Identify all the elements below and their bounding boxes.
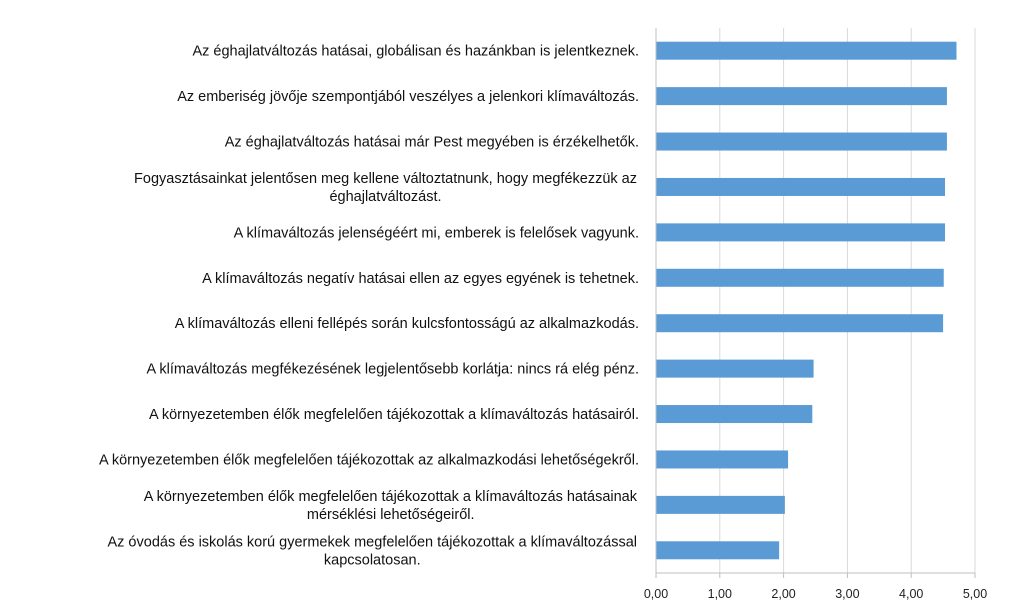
bar (657, 269, 944, 287)
category-label: A klímaváltozás negatív hatásai ellen az egyes egyének is tehetnek. (202, 270, 639, 287)
category-labels (99, 44, 639, 569)
grid-lines (720, 28, 975, 573)
x-tick-label: 4,00 (899, 587, 924, 601)
bar (657, 541, 780, 559)
bar (657, 405, 813, 423)
category-label: A környezetemben élők megfelelően tájékozottak a klímaváltozás hatásairól. (148, 407, 639, 424)
bar (657, 87, 947, 105)
bar (657, 178, 946, 196)
bar (657, 496, 785, 514)
bar (657, 133, 947, 151)
category-label: Az éghajlatváltozás hatásai, globálisan és hazánkban is jelentkeznek. (192, 43, 639, 60)
bar (657, 450, 789, 468)
category-label: A környezetemben élők megfelelően tájékozottak a klímaváltozás hatásainak (143, 488, 637, 505)
category-label: Fogyasztásainkat jelentősen meg kellene változtatnunk, hogy megfékezzük az (134, 170, 637, 187)
x-tick-label: 0,00 (643, 587, 669, 601)
category-label: A klímaváltozás megfékezésének legjelentősebb korlátja: nincs rá elég pénz. (146, 361, 639, 378)
x-axis (656, 28, 975, 578)
bar (657, 223, 946, 241)
category-label: Az óvodás és iskolás korú gyermekek megfelelően tájékozottak a klímaváltozással (107, 534, 637, 551)
category-label: A klímaváltozás jelenségéért mi, emberek is felelősek vagyunk. (233, 225, 639, 242)
bar (657, 360, 814, 378)
category-label: Az éghajlatváltozás hatásai már Pest megyében is érzékelhetők. (224, 134, 639, 151)
x-tick-label: 3,00 (835, 587, 860, 601)
bar (657, 314, 944, 332)
bar (657, 42, 957, 60)
category-label: A klímaváltozás elleni fellépés során kulcsfontosságú az alkalmazkodás. (174, 316, 639, 333)
category-label: A környezetemben élők megfelelően tájékozottak az alkalmazkodási lehetőségekről. (98, 452, 639, 469)
category-label: kapcsolatosan. (323, 552, 421, 569)
x-tick-label: 2,00 (771, 587, 796, 601)
category-label: éghajlatváltozást. (329, 188, 442, 205)
x-tick-labels (644, 587, 987, 601)
x-tick-label: 1,00 (707, 587, 732, 601)
category-label: mérséklési lehetőségeiről. (306, 506, 475, 523)
category-label: Az emberiség jövője szempontjából veszélyes a jelenkori klímaváltozás. (177, 89, 639, 106)
x-tick-label: 5,00 (962, 587, 988, 601)
